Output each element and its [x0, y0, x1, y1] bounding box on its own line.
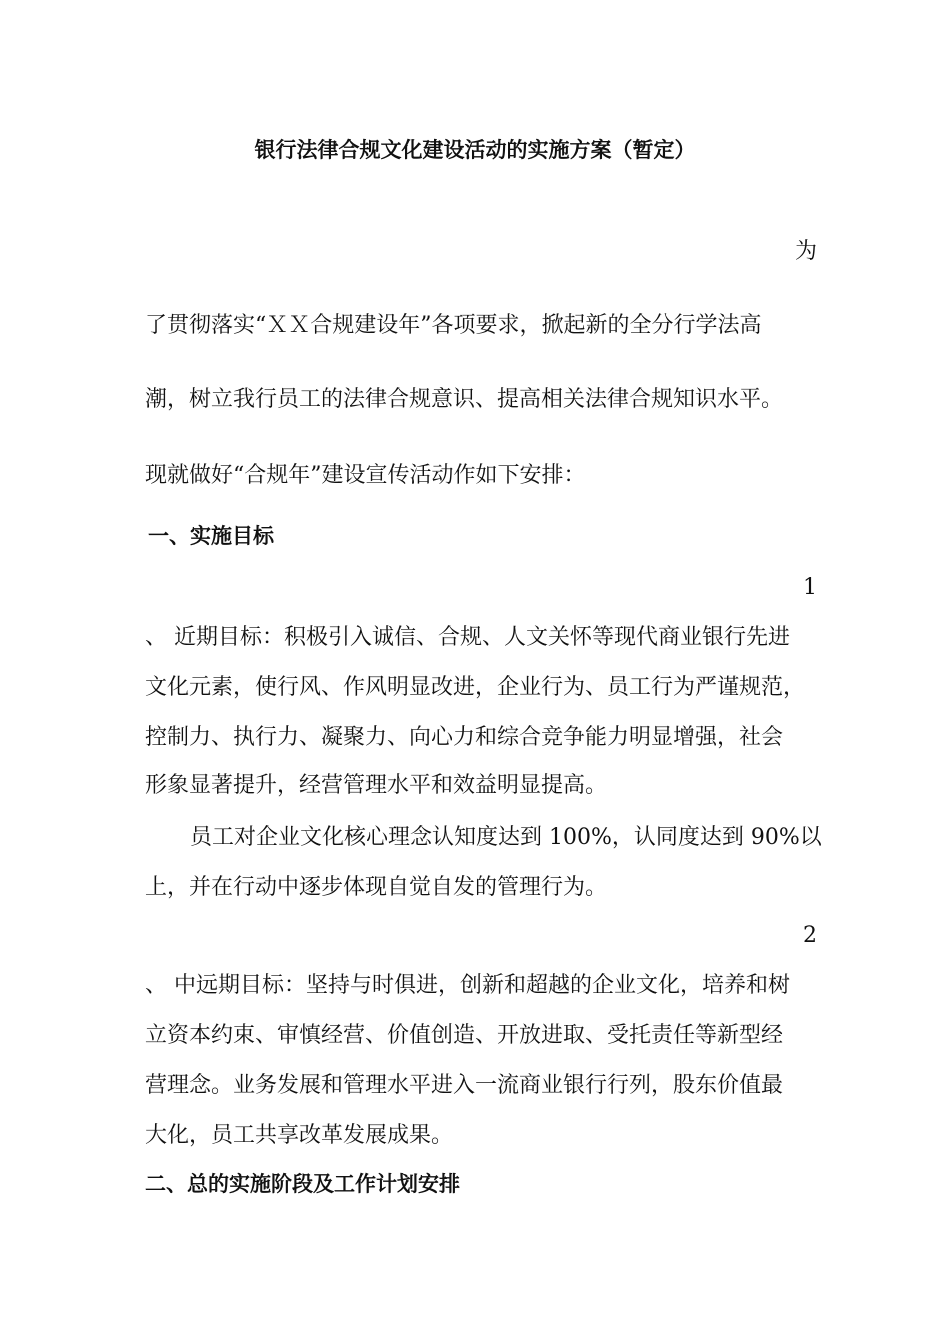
- section-heading-1: 一、实施目标: [148, 523, 274, 548]
- intro-line-1: 了贯彻落实“ＸＸ合规建设年”各项要求，掀起新的全分行学法高: [145, 313, 762, 338]
- item-1-para2-line-1: 员工对企业文化核心理念认知度达到 100%，认同度达到 90%以: [190, 825, 822, 850]
- intro-line-3: 现就做好“合规年”建设宣传活动作如下安排：: [145, 463, 586, 488]
- item-1-line-2: 文化元素，使行风、作风明显改进，企业行为、员工行为严谨规范，: [145, 675, 806, 700]
- item-1-line-4: 形象显著提升，经营管理水平和效益明显提高。: [145, 773, 608, 798]
- item-1-number: 1: [803, 575, 817, 600]
- item-2-line-3: 营理念。业务发展和管理水平进入一流商业银行行列，股东价值最: [145, 1073, 784, 1098]
- item-2-line-4: 大化，员工共享改革发展成果。: [145, 1123, 454, 1148]
- item-1-para2-line-2: 上，并在行动中逐步体现自觉自发的管理行为。: [145, 875, 608, 900]
- item-2-line-1: 、 中远期目标：坚持与时俱进，创新和超越的企业文化，培养和树: [145, 973, 790, 998]
- item-2-line-2: 立资本约束、审慎经营、价值创造、开放进取、受托责任等新型经: [145, 1023, 784, 1048]
- intro-lead-char: 为: [794, 239, 817, 264]
- item-1-line-1: 、 近期目标：积极引入诚信、合规、人文关怀等现代商业银行先进: [145, 625, 790, 650]
- item-1-line-3: 控制力、执行力、凝聚力、向心力和综合竞争能力明显增强，社会: [145, 725, 784, 750]
- document-title: 银行法律合规文化建设活动的实施方案（暂定）: [254, 137, 696, 162]
- intro-line-2: 潮，树立我行员工的法律合规意识、提高相关法律合规知识水平。: [145, 387, 784, 412]
- item-2-number: 2: [803, 923, 817, 948]
- section-heading-2: 二、总的实施阶段及工作计划安排: [145, 1171, 460, 1196]
